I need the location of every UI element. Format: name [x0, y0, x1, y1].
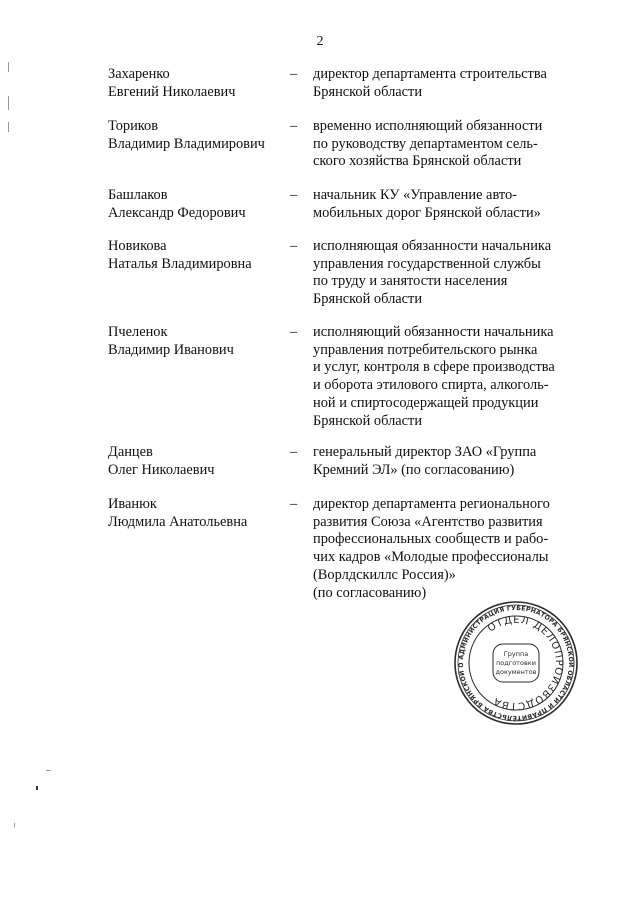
- desc-line: Брянской области: [313, 83, 423, 100]
- official-stamp: [453, 600, 579, 726]
- name-line: Наталья Владимировна: [108, 255, 252, 272]
- stamp-graphic: [453, 600, 579, 726]
- scan-mark: [14, 823, 15, 827]
- name-line: Александр Федорович: [108, 204, 246, 221]
- name-line: Новикова: [108, 238, 167, 254]
- desc-line: Брянской области: [313, 412, 423, 429]
- name-line: Данцев: [108, 444, 153, 460]
- entry-description: [313, 118, 593, 171]
- desc-line: директор департамента строительства: [313, 66, 547, 82]
- desc-line: временно исполняющий обязанности: [313, 118, 543, 134]
- stamp-center-line: подготовки: [496, 659, 536, 667]
- scan-mark: [8, 62, 9, 72]
- entry-dash: –: [290, 66, 298, 82]
- name-line: Иванюк: [108, 496, 157, 512]
- desc-line: управления государственной службы: [313, 255, 541, 272]
- desc-line: профессиональных сообществ и рабо-: [313, 531, 549, 548]
- name-line: Людмила Анатольевна: [108, 513, 248, 530]
- name-line: Владимир Владимирович: [108, 135, 265, 152]
- name-line: Ториков: [108, 118, 159, 134]
- entry-name: [108, 118, 288, 153]
- name-line: Пчеленок: [108, 324, 168, 340]
- desc-line: управления потребительского рынка: [313, 341, 538, 358]
- desc-line: генеральный директор ЗАО «Группа: [313, 444, 537, 460]
- desc-line: (Ворлдскиллс Россия)»: [313, 566, 456, 583]
- scan-mark: [36, 786, 38, 790]
- entry-description: [313, 187, 593, 222]
- stamp-inner-text: ОТДЕЛ ДЕЛОПРОИЗВОДСТВА: [485, 614, 565, 712]
- desc-line: директор департамента регионального: [313, 496, 550, 512]
- name-line: Олег Николаевич: [108, 461, 215, 478]
- desc-line: развития Союза «Агентство развития: [313, 513, 543, 530]
- stamp-center-line: Группа: [503, 650, 529, 658]
- entry-description: [313, 238, 593, 309]
- desc-line: чих кадров «Молодые профессионалы: [313, 549, 549, 566]
- desc-line: и оборота этилового спирта, алкоголь-: [313, 377, 549, 394]
- desc-line: (по согласованию): [313, 584, 427, 601]
- page-number: 2: [316, 34, 324, 49]
- desc-line: по руководству департаментом сель-: [313, 135, 538, 152]
- desc-line: Брянской области: [313, 291, 423, 308]
- name-line: Башлаков: [108, 187, 168, 203]
- scan-mark: [8, 122, 9, 132]
- name-line: Владимир Иванович: [108, 341, 234, 358]
- stamp-center-line: документов: [495, 668, 537, 676]
- desc-line: ского хозяйства Брянской области: [313, 153, 522, 170]
- desc-line: ной и спиртосодержащей продукции: [313, 394, 539, 411]
- entry-dash: –: [290, 496, 298, 512]
- entry-name: [108, 324, 288, 359]
- desc-line: начальник КУ «Управление авто-: [313, 187, 517, 203]
- entry-dash: –: [290, 118, 298, 134]
- stamp-outer-text: АДМИНИСТРАЦИЯ ГУБЕРНАТОРА БРЯНСКОЙ ОБЛАСТИ И ПРАВИТЕЛЬСТВА БРЯНСКОЙ О: [457, 604, 575, 722]
- entry-name: [108, 66, 288, 101]
- entry-dash: –: [290, 187, 298, 203]
- desc-line: по труду и занятости населения: [313, 273, 508, 290]
- scan-mark: [46, 770, 51, 771]
- desc-line: исполняющая обязанности начальника: [313, 238, 552, 254]
- entry-description: [313, 496, 593, 602]
- entry-name: [108, 496, 288, 531]
- entry-description: [313, 444, 593, 479]
- entry-dash: –: [290, 444, 298, 460]
- entry-name: [108, 187, 288, 222]
- entry-description: [313, 324, 593, 430]
- entry-name: [108, 238, 288, 273]
- desc-line: исполняющий обязанности начальника: [313, 324, 554, 340]
- desc-line: мобильных дорог Брянской области»: [313, 204, 541, 221]
- entry-name: [108, 444, 288, 479]
- entry-dash: –: [290, 324, 298, 340]
- name-line: Захаренко: [108, 66, 170, 82]
- name-line: Евгений Николаевич: [108, 83, 236, 100]
- entry-description: [313, 66, 593, 101]
- desc-line: Кремний ЭЛ» (по согласованию): [313, 461, 515, 478]
- entry-dash: –: [290, 238, 298, 254]
- desc-line: и услуг, контроля в сфере производства: [313, 359, 555, 376]
- scan-mark: [8, 96, 9, 110]
